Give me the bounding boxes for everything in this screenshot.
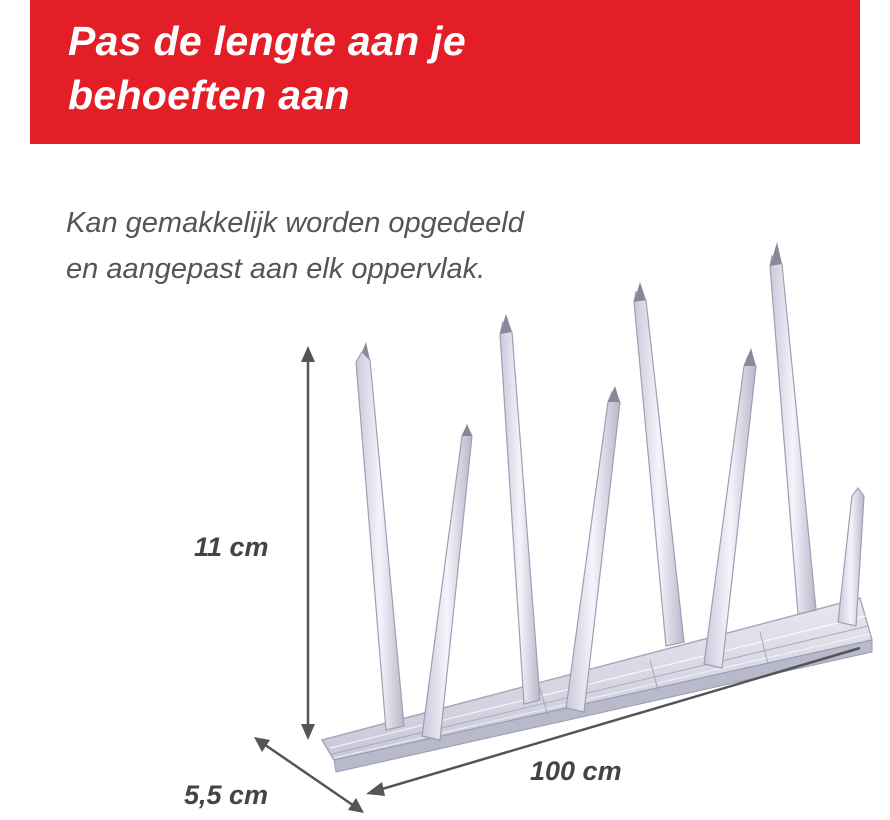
banner-title-line1: Pas de lengte aan je bbox=[68, 18, 466, 64]
spike bbox=[422, 424, 472, 740]
banner-title-line2: behoeften aan bbox=[68, 72, 350, 118]
length-label: 100 cm bbox=[530, 756, 622, 786]
spike bbox=[770, 242, 816, 614]
spike-base-strip bbox=[322, 598, 872, 772]
height-label: 11 cm bbox=[194, 532, 269, 562]
subtitle-line1: Kan gemakkelijk worden opgedeeld bbox=[66, 207, 524, 239]
spike bbox=[500, 314, 540, 704]
subtitle-line2: en aangepast aan elk oppervlak. bbox=[66, 253, 486, 285]
spike bbox=[356, 342, 404, 730]
width-label: 5,5 cm bbox=[184, 780, 269, 810]
spike bbox=[634, 282, 684, 646]
spike bbox=[704, 348, 756, 668]
height-arrow bbox=[301, 346, 315, 740]
